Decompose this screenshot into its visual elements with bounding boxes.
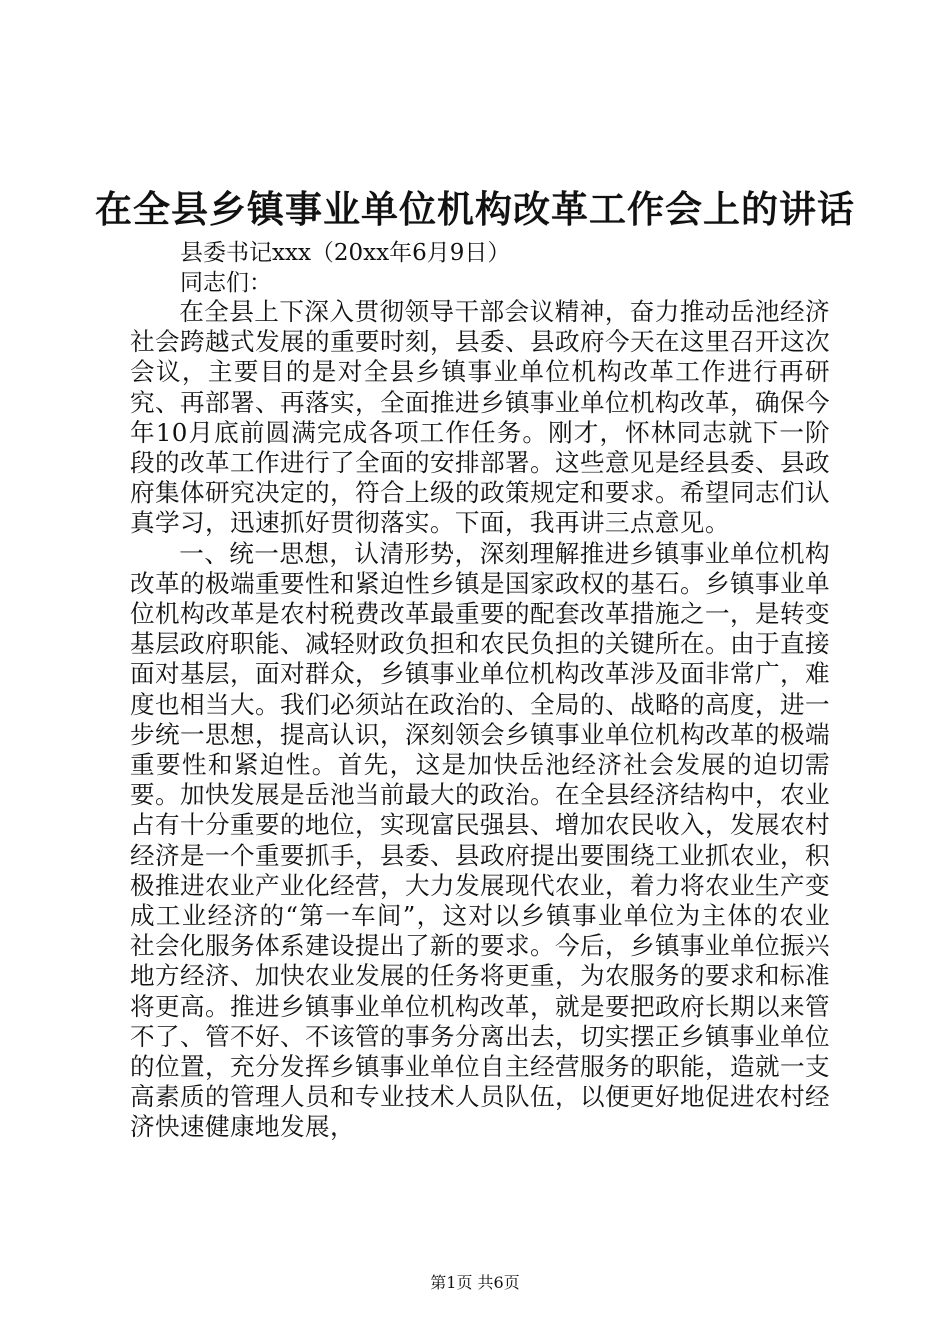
document-title: 在全县乡镇事业单位机构改革工作会上的讲话 [95, 187, 855, 231]
paragraph: 在全县上下深入贯彻领导干部会议精神，奋力推动岳池经济社会跨越式发展的重要时刻，县委、县政府今天在这里召开这次会议，主要目的是对全县乡镇事业单位机构改革工作进行再研究、再部署、再落实，全面推进乡镇事业单位机构改革，确保今年10月底前圆满完成各项工作任务。刚才，怀林同志就下一阶段的改革工作进行了全面的安排部署。这些意见是经县委、县政府集体研究决定的，符合上级的政策规定和要求。希望同志们认真学习，迅速抓好贯彻落实。下面，我再讲三点意见。 [130, 297, 830, 538]
greeting: 同志们： [180, 270, 272, 296]
speech-body [130, 297, 830, 1143]
author-line: 县委书记xxx（20xx年6月9日） [180, 240, 511, 266]
paragraph: 一、统一思想，认清形势，深刻理解推进乡镇事业单位机构改革的极端重要性和紧迫性乡镇是国家政权的基石。乡镇事业单位机构改革是农村税费改革最重要的配套改革措施之一，是转变基层政府职能、减轻财政负担和农民负担的关键所在。由于直接面对基层，面对群众，乡镇事业单位机构改革涉及面非常广，难度也相当大。我们必须站在政治的、全局的、战略的高度，进一步统一思想，提高认识，深刻领会乡镇事业单位机构改革的极端重要性和紧迫性。首先，这是加快岳池经济社会发展的迫切需要。加快发展是岳池当前最大的政治。在全县经济结构中，农业占有十分重要的地位，实现富民强县、增加农民收入，发展农村经济是一个重要抓手，县委、县政府提出要围绕工业抓农业，积极推进农业产业化经营，大力发展现代农业，着力将农业生产变成工业经济的“第一车间”，这对以乡镇事业单位为主体的农业社会化服务体系建设提出了新的要求。今后，乡镇事业单位振兴地方经济、加快农业发展的任务将更重，为农服务的要求和标准将更高。推进乡镇事业单位机构改革，就是要把政府长期以来管不了、管不好、不该管的事务分离出去，切实摆正乡镇事业单位的位置，充分发挥乡镇事业单位自主经营服务的职能，造就一支高素质的管理人员和专业技术人员队伍，以便更好地促进农村经济快速健康地发展， [130, 538, 830, 1142]
page-number: 第1页 共6页 [430, 1273, 520, 1292]
